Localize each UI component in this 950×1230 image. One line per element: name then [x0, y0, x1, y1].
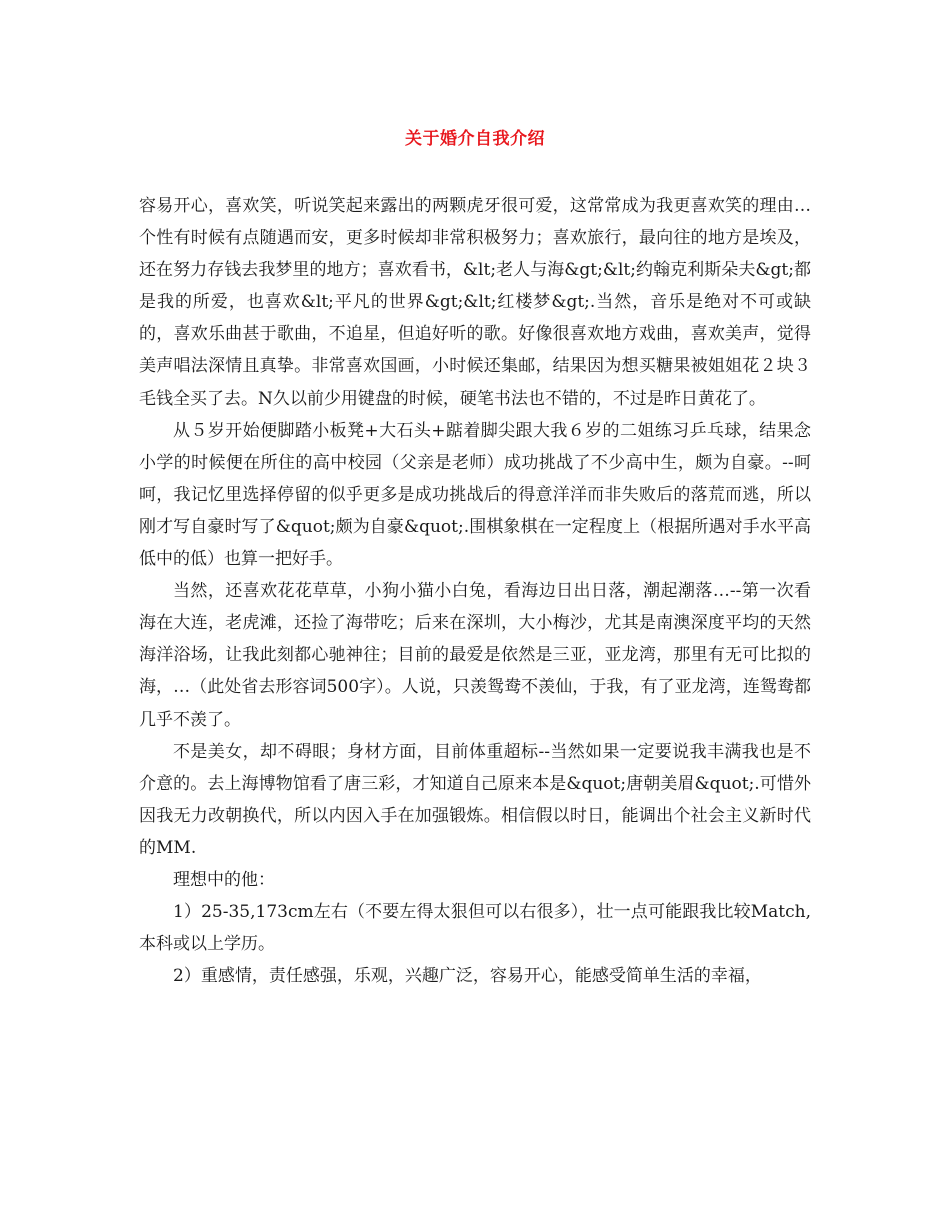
- paragraph: 不是美女，却不碍眼；身材方面，目前体重超标--当然如果一定要说我丰满我也是不介意的。去上海博物馆看了唐三彩，才知道自己原来本是&quot;唐朝美眉&quot;.可惜外因我无力改朝换代，所以内因入手在加强锻炼。相信假以时日，能调出个社会主义新时代的MM.: [139, 741, 811, 858]
- paragraph: 容易开心，喜欢笑，听说笑起来露出的两颗虎牙很可爱，这常常成为我更喜欢笑的理由…个性有时候有点随遇而安，更多时候却非常积极努力；喜欢旅行，最向往的地方是埃及，还在努力存钱去我梦里的地方；喜欢看书，&lt;老人与海&gt;&lt;约翰克利斯朵夫&gt;都是我的所爱，也喜欢&lt;平凡的世界&gt;&lt;红楼梦&gt;.当然，音乐是绝对不可或缺的，喜欢乐曲甚于歌曲，不追星，但追好听的歌。好像很喜欢地方戏曲，喜欢美声，觉得美声唱法深情且真挚。非常喜欢国画，小时候还集邮，结果因为想买糖果被姐姐花２块３毛钱全买了去。N久以前少用键盘的时候，硬笔书法也不错的，不过是昨日黄花了。: [139, 196, 811, 409]
- paragraph: 理想中的他：: [173, 869, 275, 890]
- paragraph: 2）重感情，责任感强，乐观，兴趣广泛，容易开心，能感受简单生活的幸福，: [173, 966, 762, 987]
- paragraph: 从５岁开始便脚踏小板凳+大石头+踮着脚尖跟大我６岁的二姐练习乒乓球，结果念小学的时候便在所住的高中校园（父亲是老师）成功挑战了不少高中生，颇为自豪。--呵呵，我记忆里选择停留的似乎更多是成功挑战后的得意洋洋而非失败后的落荒而逃，所以刚才写自豪时写了&quot;颇为自豪&quot;.围棋象棋在一定程度上（根据所遇对手水平高低中的低）也算一把好手。: [139, 420, 811, 570]
- paragraph: 1）25-35,173cm左右（不要左得太狠但可以右很多），壮一点可能跟我比较Match,本科或以上学历。: [139, 902, 811, 955]
- document-body: [139, 190, 811, 992]
- document-title: 关于婚介自我介绍: [405, 129, 545, 149]
- paragraph: 当然，还喜欢花花草草，小狗小猫小白兔，看海边日出日落，潮起潮落…--第一次看海在大连，老虎滩，还捡了海带吃；后来在深圳，大小梅沙，尤其是南澳深度平均的天然海洋浴场，让我此刻都心驰神往；目前的最爱是依然是三亚，亚龙湾，那里有无可比拟的海，…（此处省去形容词500字）。人说，只羡鸳鸯不羡仙，于我，有了亚龙湾，连鸳鸯都几乎不羡了。: [139, 581, 811, 730]
